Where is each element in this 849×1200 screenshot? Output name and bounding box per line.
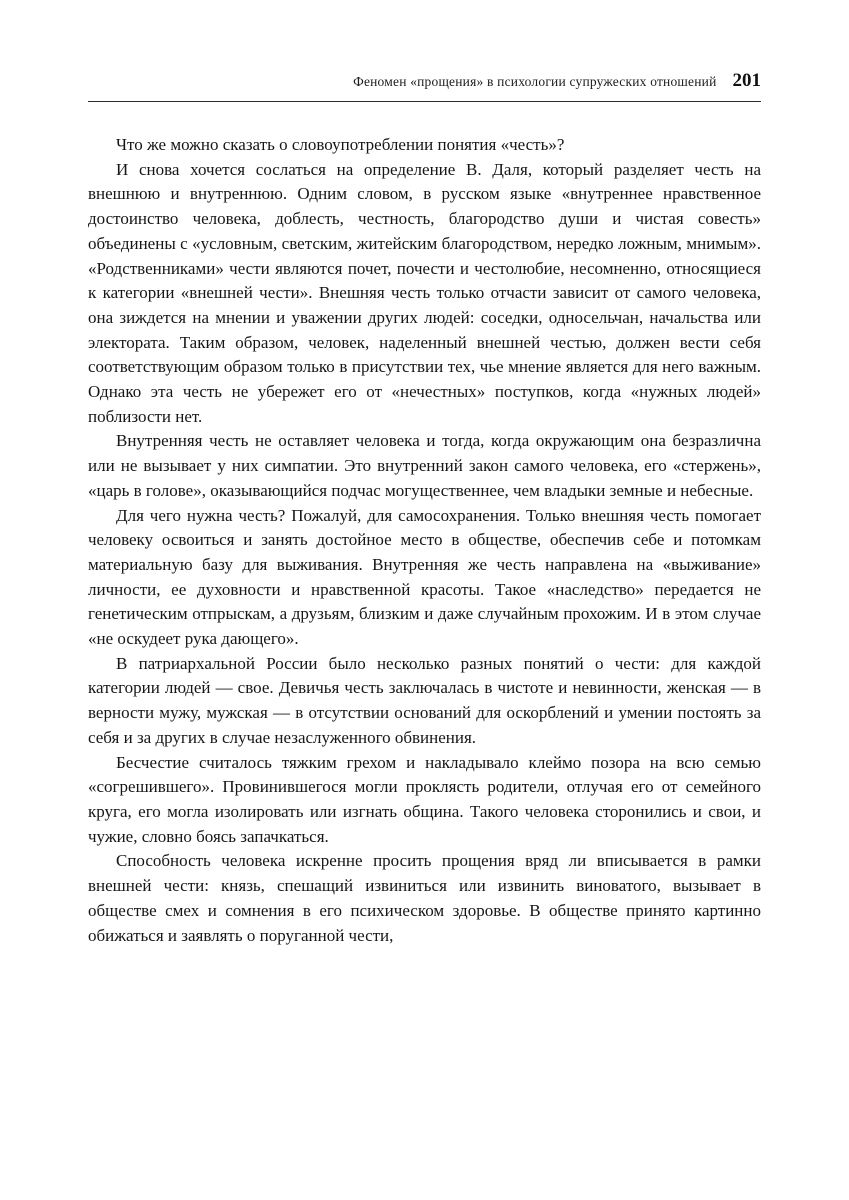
running-header (88, 70, 761, 102)
paragraph: И снова хочется сослаться на определение В. Даля, который разделяет честь на внешнюю и внутреннюю. Одним словом, в русском языке «внутреннее нравственное достоинство человека, доблесть, честность, благородство души и чистая совесть» объединены с «условным, светским, житейским благородством, нередко ложным, мнимым». «Родственниками» чести являются почет, почести и честолюбие, несомненно, относящиеся к категории «внешней чести». Внешняя честь только отчасти зависит от самого человека, она зиждется на мнении и уважении других людей: соседки, односельчан, начальства или электората. Таким образом, человек, наделенный внешней честью, должен вести себя соответствующим образом только в присутствии тех, чье мнение является для него важным. Однако эта честь не убережет его от «нечестных» поступков, когда «нужных людей» поблизости нет. (88, 159, 761, 426)
running-head-title: Феномен «прощения» в психологии супружеских отношений (353, 74, 717, 89)
paragraph: В патриархальной России было несколько разных понятий о чести: для каждой категории людей — свое. Девичья честь заключалась в чистоте и невинности, женская — в верности мужу, мужская — в отсутствии оснований для оскорблений и умении постоять за себя и за других в случае незаслуженного обвинения. (88, 653, 761, 747)
paragraph: Бесчестие считалось тяжким грехом и накладывало клеймо позора на всю семью «согрешившего». Провинившегося могли проклясть родители, отлучая его от семейного круга, его могла изолировать или изгнать община. Такого человека сторонились и свои, и чужие, словно боясь запачкаться. (88, 752, 761, 846)
paragraph: Способность человека искренне просить прощения вряд ли вписывается в рамки внешней чести: князь, спешащий извиниться или извинить виноватого, вызывает в обществе смех и сомнения в его психическом здоровье. В обществе принято картинно обижаться и заявлять о поруганной чести, (88, 851, 761, 945)
paragraph: Что же можно сказать о словоупотреблении понятия «честь»? (116, 135, 565, 154)
body-text (88, 133, 761, 948)
paragraph: Для чего нужна честь? Пожалуй, для самосохранения. Только внешняя честь помогает человеку освоиться и занять достойное место в обществе, обеспечив себе и потомкам материальную базу для выживания. Внутренняя же честь направлена на «выживание» личности, ее духовности и нравственной красоты. Такое «наследство» передается не генетическим отпрыскам, а друзьям, близким и даже случайным прохожим. И в этом случае «не оскудеет рука дающего». (88, 505, 761, 649)
paragraph: Внутренняя честь не оставляет человека и тогда, когда окружающим она безразлична или не вызывает у них симпатии. Это внутренний закон самого человека, его «стержень», «царь в голове», оказывающийся подчас могущественнее, чем владыки земные и небесные. (88, 431, 761, 500)
page-number: 201 (732, 70, 761, 91)
